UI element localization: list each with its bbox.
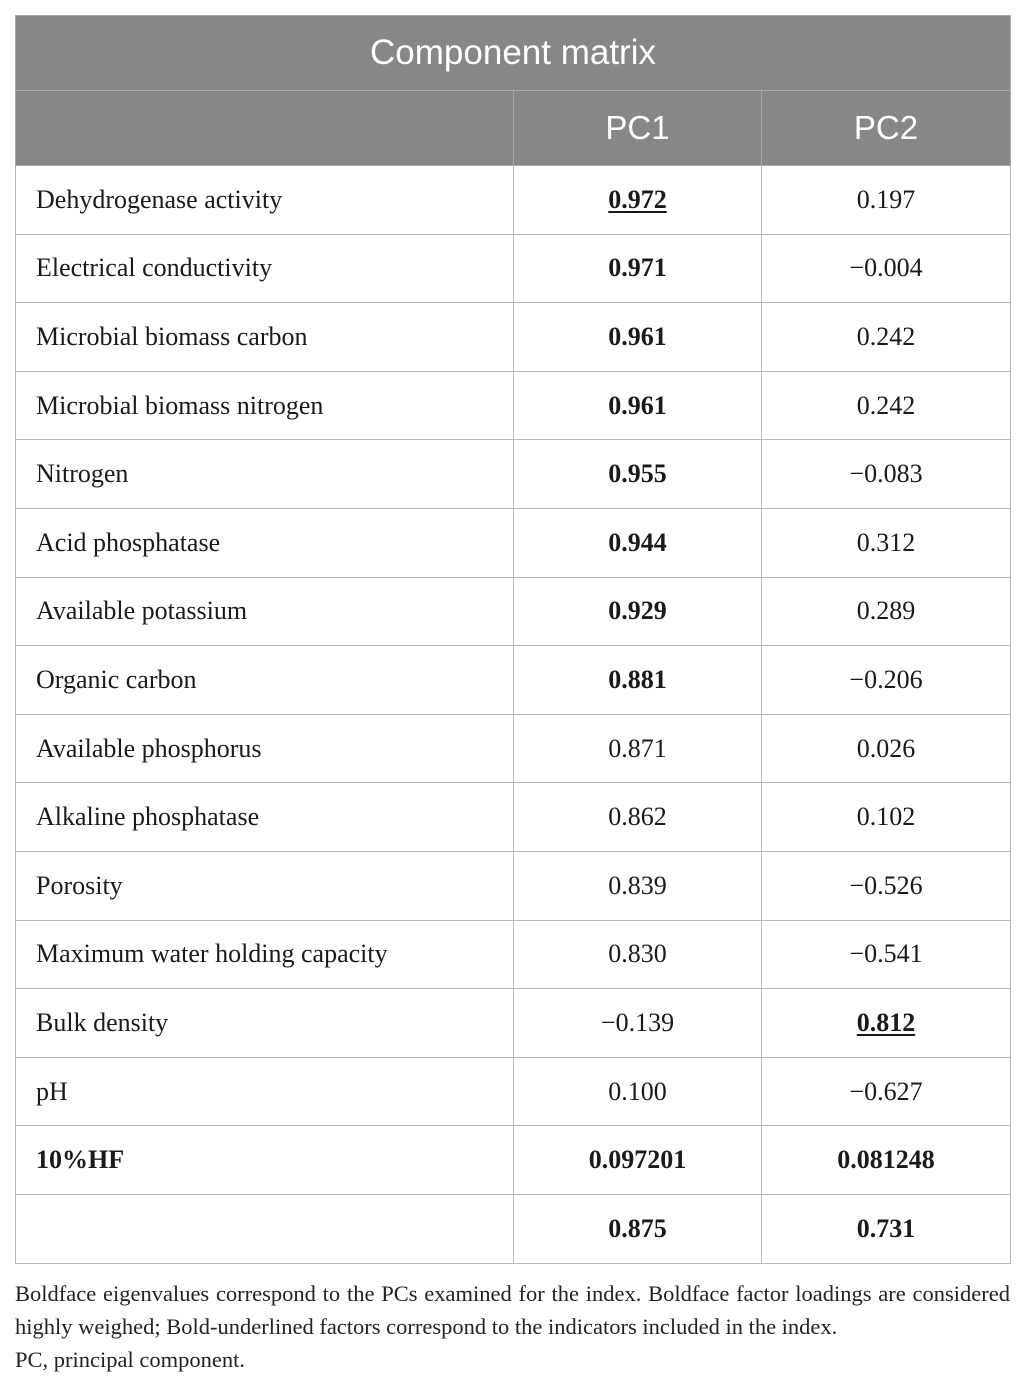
row-label: Organic carbon: [16, 646, 514, 715]
pc2-cell: 0.731: [762, 1194, 1011, 1263]
table-row: [16, 234, 1011, 303]
row-label: Nitrogen: [16, 440, 514, 509]
table-row: [16, 1194, 1011, 1263]
pc1-cell: 0.862: [514, 783, 762, 852]
row-label: Microbial biomass nitrogen: [16, 371, 514, 440]
row-label: Available phosphorus: [16, 714, 514, 783]
pc2-cell: −0.206: [762, 646, 1011, 715]
component-matrix-table-wrap: [15, 15, 1010, 1264]
row-label: Maximum water holding capacity: [16, 920, 514, 989]
footnote-abbreviation: PC, principal component.: [15, 1347, 245, 1372]
pc2-cell: 0.289: [762, 577, 1011, 646]
table-row: [16, 440, 1011, 509]
table-row: [16, 851, 1011, 920]
table-footnote: [15, 1277, 1010, 1376]
pc1-cell: −0.139: [514, 989, 762, 1058]
pc1-cell: 0.839: [514, 851, 762, 920]
table-row: [16, 303, 1011, 372]
table-row: [16, 166, 1011, 235]
column-header-indicator: [16, 91, 514, 166]
pc1-cell: 0.875: [514, 1194, 762, 1263]
pc1-cell: 0.929: [514, 577, 762, 646]
row-label: Porosity: [16, 851, 514, 920]
pc2-cell: 0.026: [762, 714, 1011, 783]
row-label: [16, 1194, 514, 1263]
pc1-cell: 0.961: [514, 371, 762, 440]
component-matrix-table: [15, 15, 1011, 1264]
pc1-cell: 0.944: [514, 508, 762, 577]
row-label: Acid phosphatase: [16, 508, 514, 577]
pc2-cell: −0.526: [762, 851, 1011, 920]
table-row: [16, 371, 1011, 440]
pc2-cell: 0.812: [762, 989, 1011, 1058]
row-label: Available potassium: [16, 577, 514, 646]
pc2-cell: −0.627: [762, 1057, 1011, 1126]
pc2-cell: 0.197: [762, 166, 1011, 235]
table-row: [16, 920, 1011, 989]
row-label: Electrical conductivity: [16, 234, 514, 303]
row-label: Bulk density: [16, 989, 514, 1058]
pc1-cell: 0.830: [514, 920, 762, 989]
table-row: [16, 577, 1011, 646]
pc1-cell: 0.871: [514, 714, 762, 783]
table-body: [16, 166, 1011, 1264]
pc2-cell: −0.541: [762, 920, 1011, 989]
column-header-pc1: PC1: [514, 91, 762, 166]
table-row: [16, 508, 1011, 577]
pc2-cell: 0.081248: [762, 1126, 1011, 1195]
pc2-cell: −0.004: [762, 234, 1011, 303]
table-title-row: [16, 16, 1011, 91]
pc2-cell: −0.083: [762, 440, 1011, 509]
table-row: [16, 646, 1011, 715]
table-row: [16, 714, 1011, 783]
table-row: [16, 1126, 1011, 1195]
pc1-cell: 0.097201: [514, 1126, 762, 1195]
row-label: Dehydrogenase activity: [16, 166, 514, 235]
pc1-cell: 0.881: [514, 646, 762, 715]
row-label: pH: [16, 1057, 514, 1126]
table-title: Component matrix: [16, 16, 1011, 91]
pc2-cell: 0.242: [762, 371, 1011, 440]
pc2-cell: 0.312: [762, 508, 1011, 577]
pc1-cell: 0.961: [514, 303, 762, 372]
pc2-cell: 0.242: [762, 303, 1011, 372]
row-label: 10%HF: [16, 1126, 514, 1195]
footnote-text: Boldface eigenvalues correspond to the PCs examined for the index. Boldface factor loadings are considered highly weighed; Bold-underlined factors correspond to the indicators included in the index.: [15, 1281, 1010, 1339]
row-label: Microbial biomass carbon: [16, 303, 514, 372]
pc1-cell: 0.955: [514, 440, 762, 509]
pc1-cell: 0.972: [514, 166, 762, 235]
column-header-row: [16, 91, 1011, 166]
table-row: [16, 1057, 1011, 1126]
table-row: [16, 989, 1011, 1058]
row-label: Alkaline phosphatase: [16, 783, 514, 852]
table-row: [16, 783, 1011, 852]
column-header-pc2: PC2: [762, 91, 1011, 166]
pc1-cell: 0.971: [514, 234, 762, 303]
pc1-cell: 0.100: [514, 1057, 762, 1126]
pc2-cell: 0.102: [762, 783, 1011, 852]
